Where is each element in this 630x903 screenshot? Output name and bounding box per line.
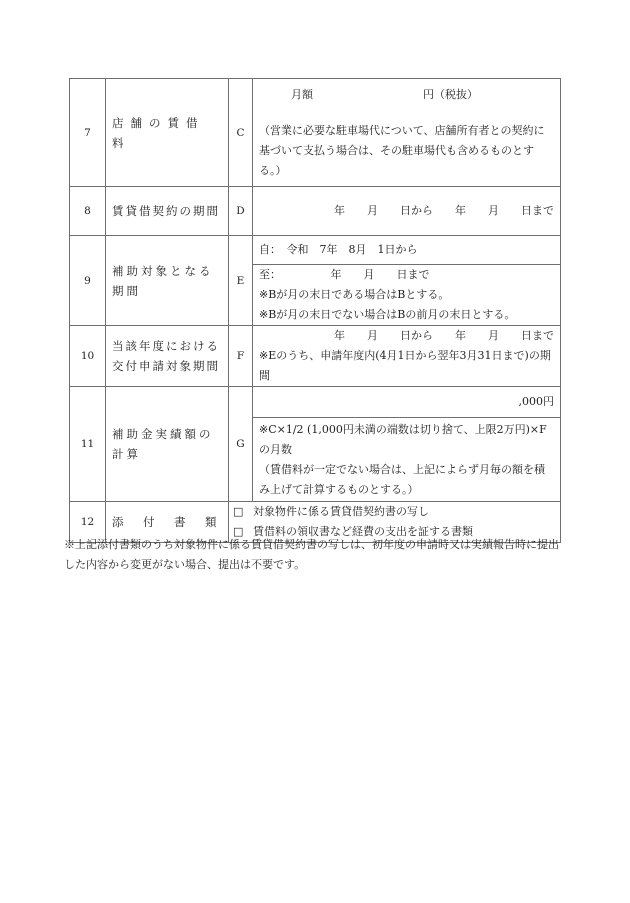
row-number: 8 bbox=[70, 187, 106, 236]
period-note-1: ※Bが月の末日である場合はBとする。 bbox=[259, 288, 450, 301]
table-row-10 bbox=[70, 326, 561, 387]
attachment-label: 賃借料の領収書など経費の支出を証する書類 bbox=[253, 525, 473, 538]
checkbox-rent-receipt[interactable]: □ bbox=[233, 525, 244, 538]
attachment-item-lease-contract[interactable] bbox=[233, 502, 556, 522]
lease-period-field[interactable]: 年 月 日から 年 月 日まで bbox=[253, 187, 561, 236]
application-period-field[interactable]: 年 月 日から 年 月 日まで bbox=[334, 329, 554, 342]
attachments-footnote: ※上記添付書類のうち対象物件に係る賃貸借契約書の写しは、初年度の申請時又は実績報告時に提出した内容から変更がない場合、提出は不要です。 bbox=[64, 538, 559, 571]
row-number: 9 bbox=[70, 236, 106, 326]
parking-fee-note: （営業に必要な駐車場代について、店舗所有者との契約に基づいて支払う場合は、その駐車場代も含めるものとする。） bbox=[259, 123, 545, 177]
row-code: F bbox=[229, 326, 253, 387]
period-from-field[interactable]: 自： 令和 7年 8月 1日から bbox=[253, 236, 561, 265]
application-period-cell bbox=[253, 326, 561, 387]
subsidy-form-table bbox=[69, 78, 561, 543]
period-to-cell bbox=[253, 265, 561, 326]
row-number: 12 bbox=[70, 502, 106, 543]
row-code: G bbox=[229, 387, 253, 502]
row-code: E bbox=[229, 236, 253, 326]
row-number: 10 bbox=[70, 326, 106, 387]
row-number: 7 bbox=[70, 79, 106, 187]
row-label-attachments: 添 付 書 類 bbox=[106, 502, 229, 543]
row-code: D bbox=[229, 187, 253, 236]
period-to-field[interactable]: 至： 年 月 日まで bbox=[259, 268, 430, 281]
period-note-2: ※Bが月の末日でない場合はBの前月の末日とする。 bbox=[259, 308, 516, 321]
row-code: C bbox=[229, 79, 253, 187]
calculation-note-cell bbox=[253, 418, 561, 502]
monthly-amount-line[interactable]: 月額 円（税抜） bbox=[291, 87, 478, 101]
row-label-lease-period: 賃貸借契約の期間 bbox=[106, 187, 229, 236]
checkbox-lease-contract[interactable]: □ bbox=[233, 505, 244, 518]
row-label-subsidy-period: 補助対象となる期間 bbox=[106, 236, 229, 326]
calculation-formula-note: ※C×1/2 (1,000円未満の端数は切り捨て、上限2万円)×Fの月数 bbox=[259, 422, 547, 456]
row-label-application-period: 当該年度における交付申請対象期間 bbox=[106, 326, 229, 387]
calculation-variable-rent-note: （賃借料が一定でない場合は、上記によらず月毎の額を積み上げて計算するものとする。） bbox=[259, 462, 545, 496]
application-period-note: ※Eのうち、申請年度内(4月1日から翌年3月31日まで)の期間 bbox=[259, 349, 551, 382]
table-row-9-from bbox=[70, 236, 561, 265]
subsidy-amount-field[interactable]: ,000円 bbox=[253, 387, 561, 418]
table-row-8 bbox=[70, 187, 561, 236]
row-label-store-rent: 店舗の賃借料 bbox=[106, 79, 229, 187]
attachment-label: 対象物件に係る賃貸借契約書の写し bbox=[253, 505, 429, 518]
table-row-11-amount bbox=[70, 387, 561, 418]
table-row-7 bbox=[70, 79, 561, 187]
row-number: 11 bbox=[70, 387, 106, 502]
store-rent-value-cell[interactable] bbox=[253, 79, 561, 187]
row-label-subsidy-calculation: 補助金実績額の計算 bbox=[106, 387, 229, 502]
